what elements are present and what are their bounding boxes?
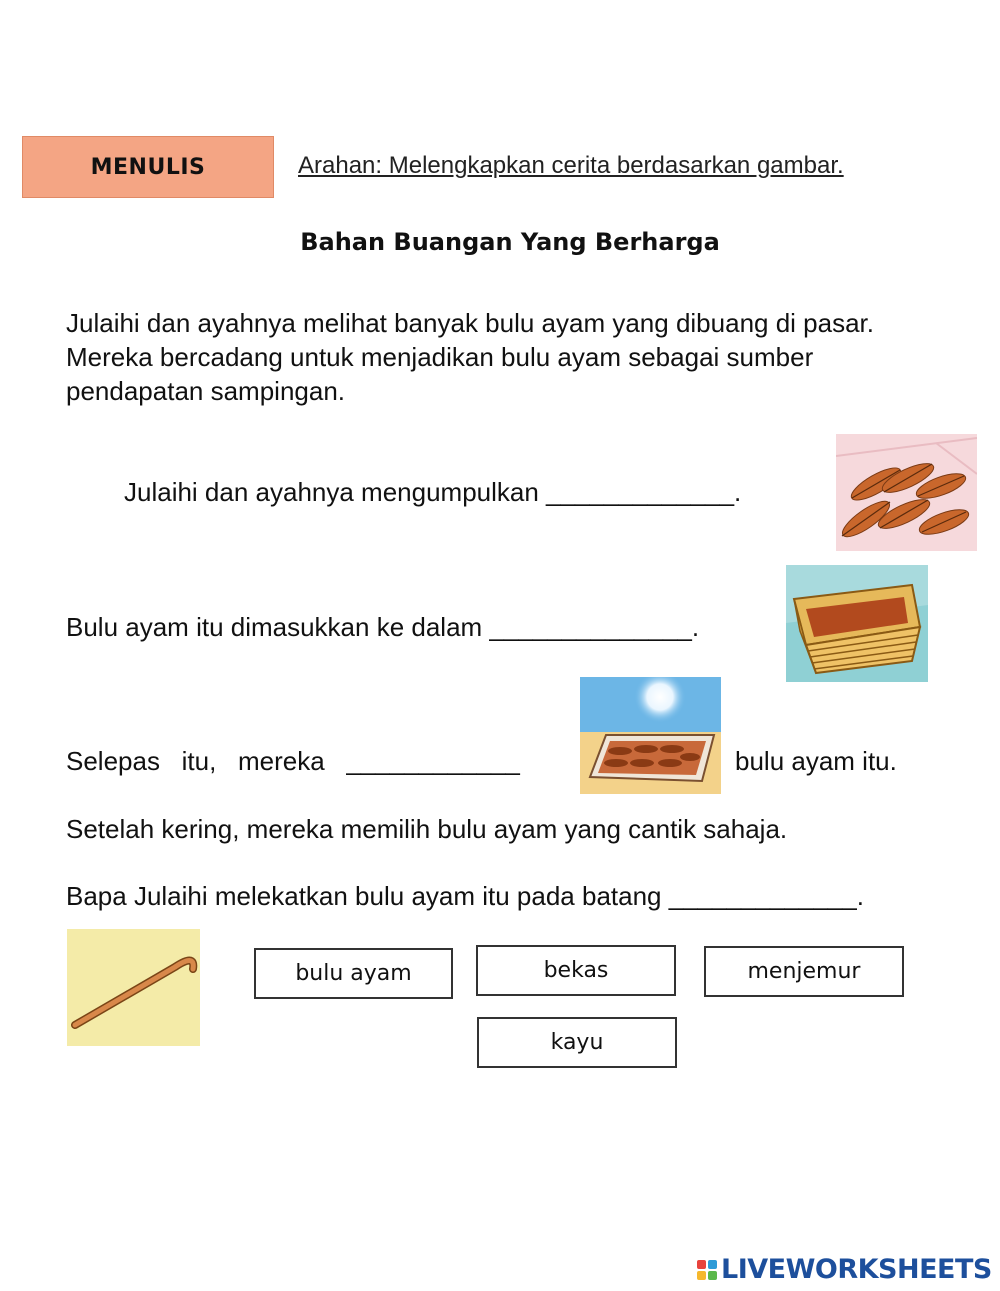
word-option-label: menjemur [747, 959, 861, 984]
word-option-menjemur[interactable] [704, 946, 904, 997]
word-option-bekas[interactable] [476, 945, 676, 996]
word-option-label: kayu [550, 1030, 604, 1055]
word-option-label: bulu ayam [295, 961, 412, 986]
logo-text: LIVEWORKSHEETS [721, 1254, 992, 1285]
feathers-picture [836, 434, 977, 551]
word-option-label: bekas [543, 958, 609, 983]
intro-paragraph: Julaihi dan ayahnya melihat banyak bulu ayam yang dibuang di pasar. Mereka bercadang untuk menjadikan bulu ayam sebagai sumber pendapatan sampingan. [66, 308, 874, 406]
sentence-3-start: Selepas itu, mereka ____________ [66, 746, 520, 776]
section-label: MENULIS [90, 154, 206, 180]
basket-picture [786, 565, 928, 682]
logo-grid-icon [697, 1260, 717, 1280]
drying-tray-picture [580, 677, 721, 794]
sentence-3-end: bulu ayam itu. [735, 746, 897, 776]
sentence-1: Julaihi dan ayahnya mengumpulkan _____________. [124, 477, 742, 507]
word-option-kayu[interactable] [477, 1017, 677, 1068]
sentence-5: Bapa Julaihi melekatkan bulu ayam itu pada batang _____________. [66, 881, 864, 911]
stick-picture [67, 929, 200, 1046]
sentence-4: Setelah kering, mereka memilih bulu ayam yang cantik sahaja. [66, 814, 788, 844]
page-title: Bahan Buangan Yang Berharga [300, 228, 720, 256]
instruction-text: Arahan: Melengkapkan cerita berdasarkan gambar. [298, 152, 844, 179]
section-label-box [22, 136, 274, 198]
sentence-2: Bulu ayam itu dimasukkan ke dalam ______________. [66, 612, 700, 642]
word-option-bulu-ayam[interactable] [254, 948, 453, 999]
liveworksheets-logo [697, 1254, 992, 1285]
